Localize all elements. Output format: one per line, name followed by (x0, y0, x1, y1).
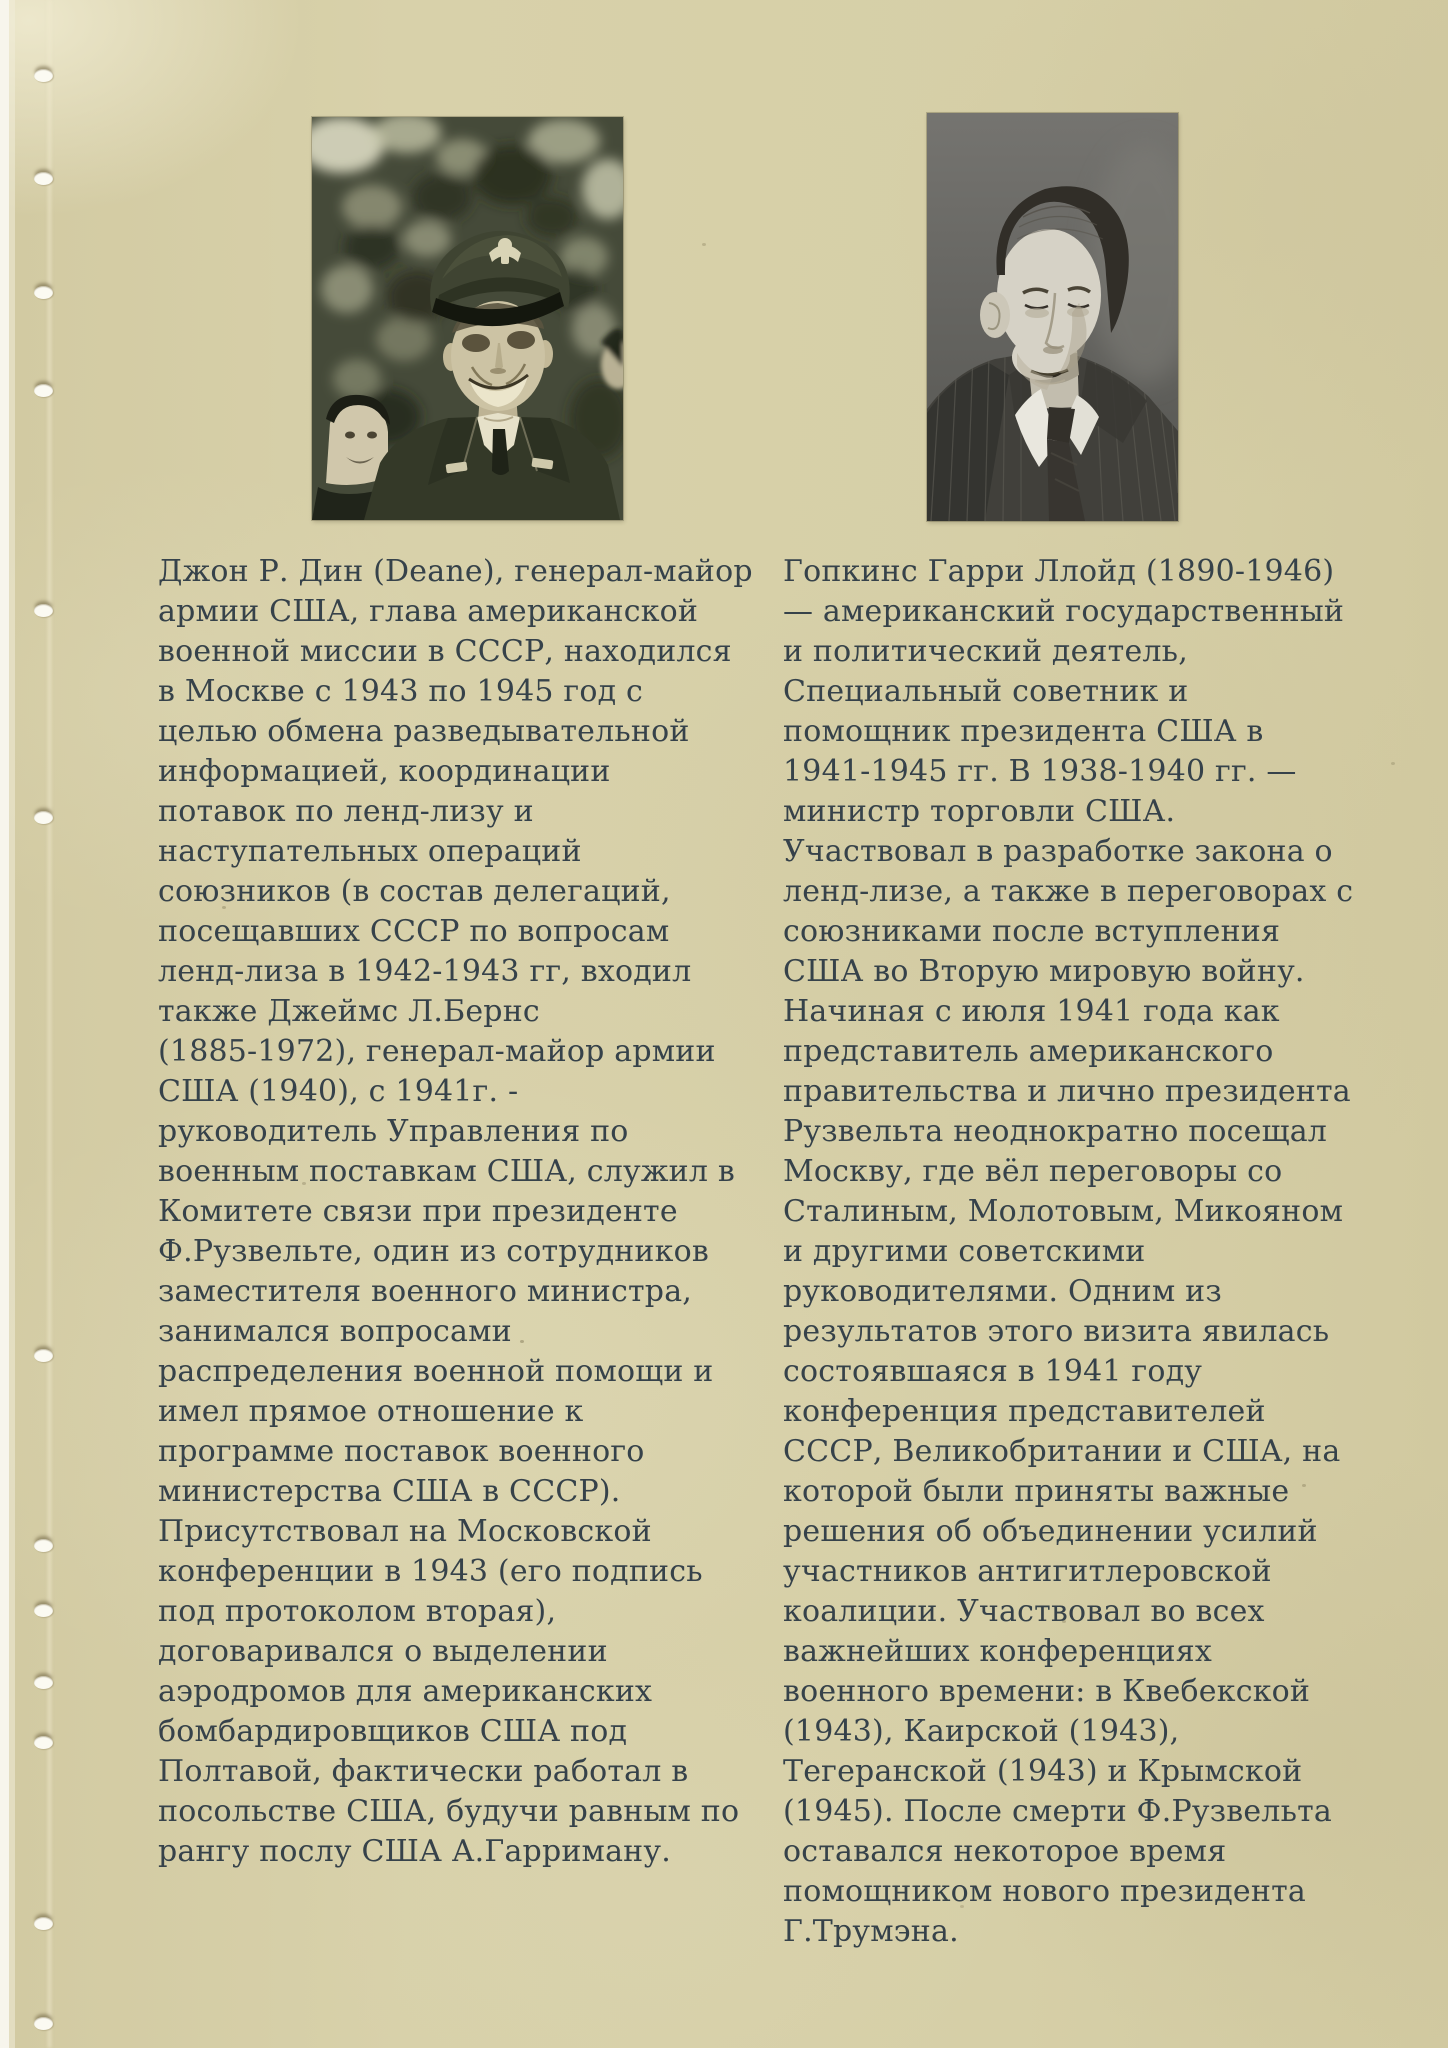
text-line: которой были приняты важные (783, 1474, 1290, 1509)
text-line: конференция представителей (783, 1394, 1266, 1429)
text-line: Джон Р. Дин (Deane), генерал-майор (158, 554, 753, 589)
text-line: также Джеймс Л.Бернс (158, 994, 540, 1029)
text-line: Москву, где вёл переговоры со (783, 1154, 1283, 1189)
punch-hole (34, 1917, 53, 1930)
punch-hole (34, 69, 53, 82)
scan-edge (0, 0, 9, 2048)
punch-hole (34, 1604, 53, 1617)
text-line: потавок по ленд-лизу и (158, 794, 534, 829)
text-line: целью обмена разведывательной (158, 714, 690, 749)
text-line: в Москве с 1943 по 1945 год с (158, 674, 644, 709)
punch-hole (34, 384, 53, 397)
text-line: Участвовал в разработке закона о (783, 834, 1333, 869)
text-line: Сталиным, Молотовым, Микояном (783, 1194, 1344, 1229)
punch-hole (34, 811, 53, 824)
photo-deane-portrait (312, 117, 623, 520)
text-line: рангу послу США А.Гарриману. (158, 1834, 671, 1869)
text-line: участников антигитлеровской (783, 1554, 1272, 1589)
text-line: аэродромов для американских (158, 1674, 653, 1709)
punch-hole (34, 604, 53, 617)
text-line: союзниками после вступления (783, 914, 1281, 949)
text-line: министр торговли США. (783, 794, 1176, 829)
text-line: Специальный советник и (783, 674, 1189, 709)
text-line: США (1940), с 1941г. - (158, 1074, 519, 1109)
text-line: армии США, глава американской (158, 594, 699, 629)
text-line: Ф.Рузвельте, один из сотрудников (158, 1234, 709, 1269)
text-line: и другими советскими (783, 1234, 1146, 1269)
text-line: занимался вопросами (158, 1314, 512, 1349)
text-line: (1945). После смерти Ф.Рузвельта (783, 1794, 1332, 1829)
text-line: бомбардировщиков США под (158, 1714, 628, 1749)
text-line: Гопкинс Гарри Ллойд (1890-1946) (783, 554, 1335, 589)
text-line: коалиции. Участвовал во всех (783, 1594, 1265, 1629)
text-line: наступательных операций (158, 834, 582, 869)
text-line: правительства и лично президента (783, 1074, 1351, 1109)
text-line: военного времени: в Квебекской (783, 1674, 1311, 1709)
text-line: Начиная с июля 1941 года как (783, 994, 1280, 1029)
text-line: информацией, координации (158, 754, 611, 789)
text-line: важнейших конференциях (783, 1634, 1212, 1669)
text-line: посольстве США, будучи равным по (158, 1794, 740, 1829)
text-line: заместителя военного министра, (158, 1274, 693, 1309)
text-line: СССР, Великобритании и США, на (783, 1434, 1341, 1469)
text-line: военной миссии в СССР, находился (158, 634, 732, 669)
text-line: (1885-1972), генерал-майор армии (158, 1034, 716, 1069)
text-line: имел прямое отношение к (158, 1394, 584, 1429)
text-line: руководителями. Одним из (783, 1274, 1222, 1309)
text-line: и политический деятель, (783, 634, 1188, 669)
text-line: оставался некоторое время (783, 1834, 1227, 1869)
text-line: Тегеранской (1943) и Крымской (783, 1754, 1303, 1789)
punch-hole (34, 172, 53, 185)
text-line: министерства США в СССР). (158, 1474, 621, 1509)
punch-hole (34, 1349, 53, 1362)
text-line: распределения военной помощи и (158, 1354, 714, 1389)
text-line: состоявшаяся в 1941 году (783, 1354, 1203, 1389)
text-line: конференции в 1943 (его подпись (158, 1554, 703, 1589)
punch-hole (34, 1736, 53, 1749)
text-line: — американский государственный (783, 594, 1345, 629)
bio-column-deane (158, 552, 753, 1872)
text-line: результатов этого визита явилась (783, 1314, 1330, 1349)
text-line: Полтавой, фактически работал в (158, 1754, 689, 1789)
text-line: США во Вторую мировую войну. (783, 954, 1305, 989)
text-line: (1943), Каирской (1943), (783, 1714, 1180, 1749)
text-line: под протоколом вторая), (158, 1594, 557, 1629)
text-line: Присутствовал на Московской (158, 1514, 652, 1549)
paper-specks (0, 0, 4, 3)
text-line: ленд-лизе, а также в переговорах с (783, 874, 1354, 909)
photo-hopkins-portrait (927, 113, 1178, 521)
text-line: военным поставкам США, служил в (158, 1154, 735, 1189)
text-line: договаривался о выделении (158, 1634, 608, 1669)
text-line: Комитете связи при президенте (158, 1194, 678, 1229)
text-line: решения об объединении усилий (783, 1514, 1318, 1549)
text-line: Г.Трумэна. (783, 1914, 959, 1949)
punch-hole (34, 1539, 53, 1552)
text-line: Рузвельта неоднократно посещал (783, 1114, 1328, 1149)
text-line: посещавших СССР по вопросам (158, 914, 670, 949)
text-line: программе поставок военного (158, 1434, 645, 1469)
scan-edge-shade (9, 0, 15, 2048)
punch-hole (34, 1676, 53, 1689)
punch-hole (34, 286, 53, 299)
text-line: союзников (в состав делегаций, (158, 874, 671, 909)
punch-hole (34, 2017, 53, 2030)
text-line: 1941-1945 гг. В 1938-1940 гг. — (783, 754, 1297, 789)
text-line: помощник президента США в (783, 714, 1264, 749)
text-line: помощником нового президента (783, 1874, 1306, 1909)
text-line: руководитель Управления по (158, 1114, 629, 1149)
text-line: ленд-лиза в 1942-1943 гг, входил (158, 954, 692, 989)
text-line: представитель американского (783, 1034, 1274, 1069)
bio-column-hopkins (783, 552, 1353, 1952)
